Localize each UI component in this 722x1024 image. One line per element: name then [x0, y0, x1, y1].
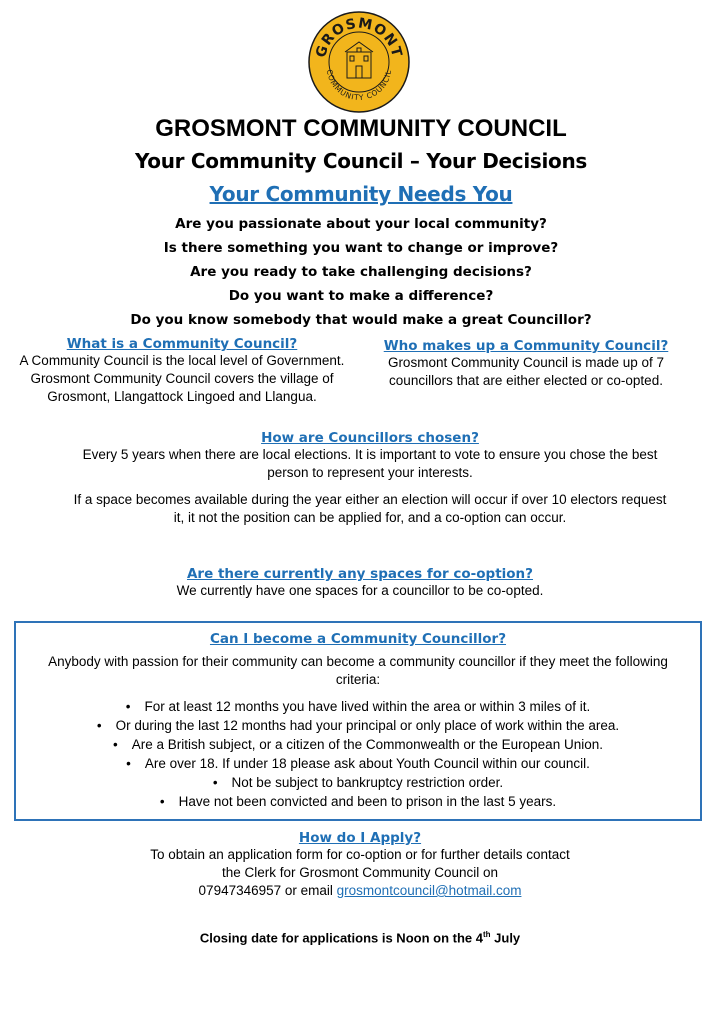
question-item: Do you know somebody that would make a great Councillor? [130, 312, 592, 328]
criteria-list [16, 697, 700, 811]
chosen-section [70, 430, 670, 527]
become-councillor-box [14, 621, 702, 821]
criteria-item: • Are a British subject, or a citizen of the Commonwealth or the European Union. [16, 735, 700, 754]
who-makes-text: Grosmont Community Council is made up of 7 councillors that are either elected or co-opted. [387, 355, 665, 388]
question-item: Is there something you want to change or improve? [163, 240, 559, 256]
criteria-item: • Not be subject to bankruptcy restriction order. [16, 773, 700, 792]
needs-you-banner: Your Community Needs You [209, 182, 513, 206]
become-heading: Can I become a Community Councillor? [209, 631, 507, 647]
chosen-heading: How are Councillors chosen? [261, 430, 479, 446]
criteria-item: • Or during the last 12 months had your principal or only place of work within the area. [16, 716, 700, 735]
chosen-para-2: If a space becomes available during the year either an election will occur if over 10 electors request it, it not the position can be applied for, and a co-option can occur. [73, 492, 667, 525]
apply-line-2: the Clerk for Grosmont Community Council on [221, 865, 499, 880]
chosen-para-1: Every 5 years when there are local elections. It is important to vote to ensure you chose the best person to represent your interests. [82, 447, 658, 480]
question-item: Are you ready to take challenging decisions? [190, 264, 532, 280]
logo-top-text: GROSMONT [313, 15, 405, 60]
page-title: GROSMONT COMMUNITY COUNCIL [155, 115, 567, 142]
logo-bottom-text: COMMUNITY COUNCIL [324, 68, 394, 103]
question-item: Are you passionate about your local community? [175, 216, 547, 232]
what-is-text: A Community Council is the local level of Government. Grosmont Community Council covers the village of Grosmont, Llangattock Lingoed and Llangua. [19, 353, 345, 404]
email-link[interactable]: grosmontcouncil@hotmail.com [336, 883, 522, 898]
closing-suffix: th [482, 930, 491, 939]
who-makes-section [362, 338, 690, 390]
apply-line-1: To obtain an application form for co-option or for further details contact [150, 847, 570, 862]
become-intro: Anybody with passion for their community can become a community councillor if they meet the following criteria: [48, 654, 668, 687]
apply-contact-line [60, 882, 660, 900]
closing-date [60, 930, 660, 945]
spaces-text: We currently have one spaces for a councillor to be co-opted. [176, 583, 544, 598]
apply-heading: How do I Apply? [298, 830, 422, 846]
questions-list [0, 212, 722, 332]
spaces-section [60, 566, 660, 600]
criteria-item: • For at least 12 months you have lived within the area or within 3 miles of it. [16, 697, 700, 716]
spaces-heading: Are there currently any spaces for co-option? [186, 566, 534, 582]
phone-text: 07947346957 or email [198, 883, 333, 898]
criteria-item: • Are over 18. If under 18 please ask about Youth Council within our council. [16, 754, 700, 773]
who-makes-heading: Who makes up a Community Council? [383, 338, 669, 354]
criteria-item: • Have not been convicted and been to prison in the last 5 years. [16, 792, 700, 811]
council-logo [307, 10, 411, 114]
page-subtitle: Your Community Council – Your Decisions [134, 149, 588, 173]
question-item: Do you want to make a difference? [228, 288, 494, 304]
what-is-heading: What is a Community Council? [66, 336, 298, 352]
closing-text: Closing date for applications is Noon on the 4 [199, 930, 483, 946]
closing-month: July [490, 930, 521, 946]
apply-section [60, 830, 660, 900]
what-is-section [8, 336, 356, 406]
